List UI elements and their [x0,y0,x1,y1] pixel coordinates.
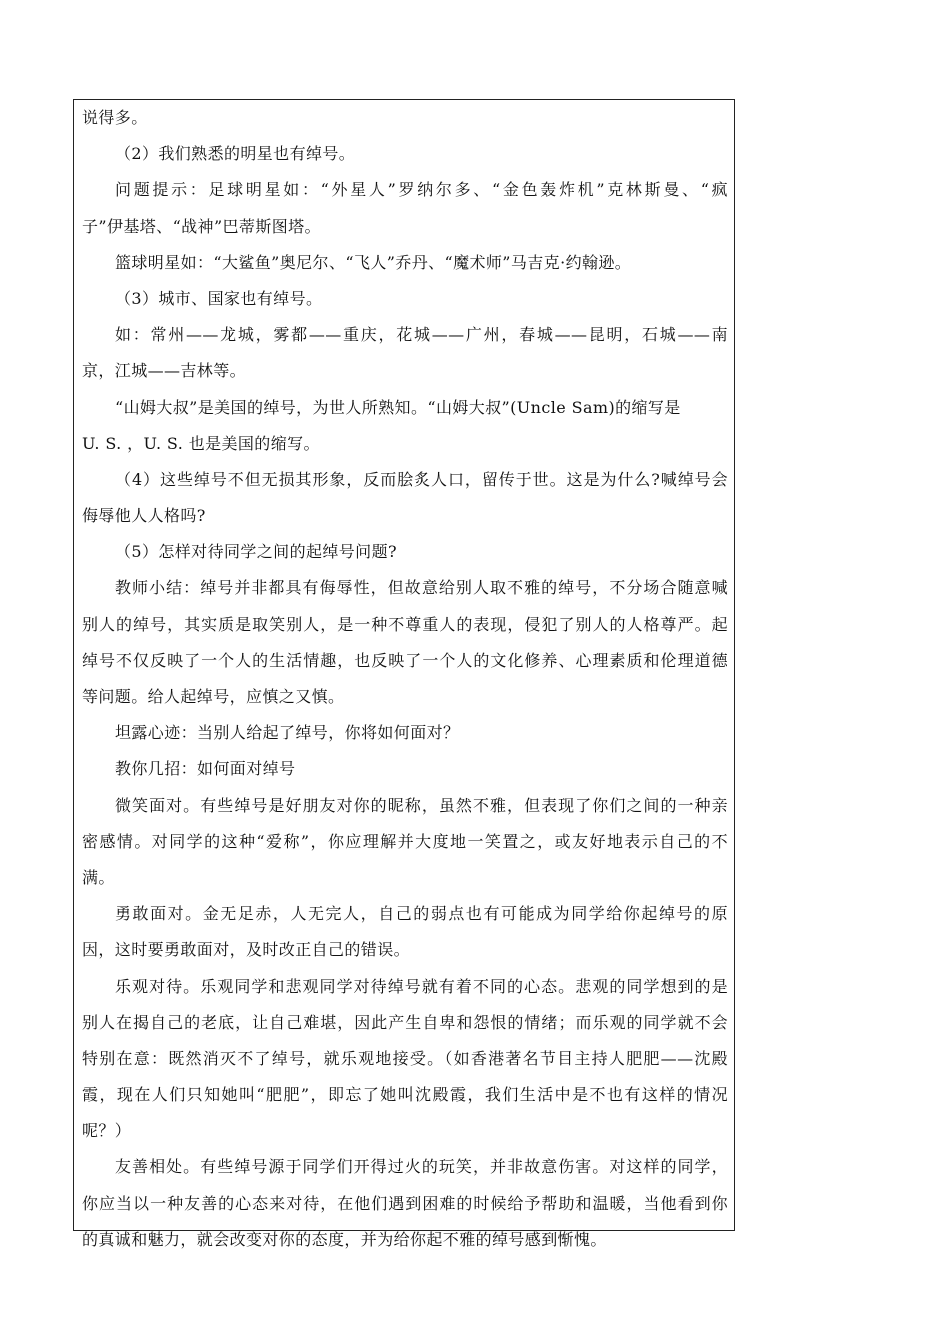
text-line: 特别在意：既然消灭不了绰号，就乐观地接受。（如香港著名节目主持人肥肥——沈殿 [82,1048,728,1068]
text-line: 绰号不仅反映了一个人的生活情趣，也反映了一个人的文化修养、心理素质和伦理道德 [82,650,728,670]
text-line: 呢？） [82,1121,132,1141]
text-line: 教师小结：绰号并非都具有侮辱性，但故意给别人取不雅的绰号，不分场合随意喊 [115,578,728,598]
text-line: 京，江城——吉林等。 [82,361,247,381]
text-line: 别人的绰号，其实质是取笑别人，是一种不尊重人的表现，侵犯了别人的人格尊严。起 [82,614,728,634]
text-line: 你应当以一种友善的心态来对待，在他们遇到困难的时候给予帮助和温暖，当他看到你 [82,1193,728,1213]
text-line: 侮辱他人人格吗? [82,506,206,526]
text-line: 霞，现在人们只知她叫“肥肥”，即忘了她叫沈殿霞，我们生活中是不也有这样的情况 [82,1085,728,1105]
text-line: 说得多。 [82,108,148,127]
text-line: 勇敢面对。金无足赤，人无完人，自己的弱点也有可能成为同学给你起绰号的原 [115,904,728,924]
text-line: 如：常州——龙城，雾都——重庆，花城——广州，春城——昆明，石城——南 [115,325,728,345]
text-line: 满。 [82,867,115,887]
document-body [82,100,728,1258]
text-line: （4）这些绰号不但无损其形象，反而脍炙人口，留传于世。这是为什么?喊绰号会 [115,469,728,489]
text-line: 子”伊基塔、“战神”巴蒂斯图塔。 [82,216,321,236]
text-line: 因，这时要勇敢面对，及时改正自己的错误。 [82,940,411,960]
text-line: 密感情。对同学的这种“爱称”，你应理解并大度地一笑置之，或友好地表示自己的不 [82,831,728,851]
text-line: 问题提示：足球明星如：“外星人”罗纳尔多、“金色轰炸机”克林斯曼、“疯 [115,180,728,200]
text-line: （2）我们熟悉的明星也有绰号。 [115,144,356,164]
text-line: “山姆大叔”是美国的绰号，为世人所熟知。“山姆大叔”(Uncle Sam)的缩写是 [115,397,681,417]
text-line: 友善相处。有些绰号源于同学们开得过火的玩笑，并非故意伤害。对这样的同学， [115,1157,728,1177]
text-line: 的真诚和魅力，就会改变对你的态度，并为给你起不雅的绰号感到惭愧。 [82,1229,607,1249]
text-line: （3）城市、国家也有绰号。 [115,288,323,308]
text-line: 等问题。给人起绰号，应慎之又慎。 [82,687,345,706]
text-line: 篮球明星如：“大鲨鱼”奥尼尔、“飞人”乔丹、“魔术师”马吉克·约翰逊。 [115,252,632,272]
text-line: 乐观对待。乐观同学和悲观同学对待绰号就有着不同的心态。悲观的同学想到的是 [115,976,728,996]
text-line: （5）怎样对待同学之间的起绰号问题? [115,542,397,562]
text-line: 别人在揭自己的老底，让自己难堪，因此产生自卑和怨恨的情绪；而乐观的同学就不会 [82,1012,728,1032]
text-line: 教你几招：如何面对绰号 [115,759,296,779]
text-line: 坦露心迹：当别人给起了绰号，你将如何面对？ [115,723,460,743]
text-line: U. S. ，U. S. 也是美国的缩写。 [82,433,320,453]
text-line: 微笑面对。有些绰号是好朋友对你的昵称，虽然不雅，但表现了你们之间的一种亲 [115,795,728,815]
